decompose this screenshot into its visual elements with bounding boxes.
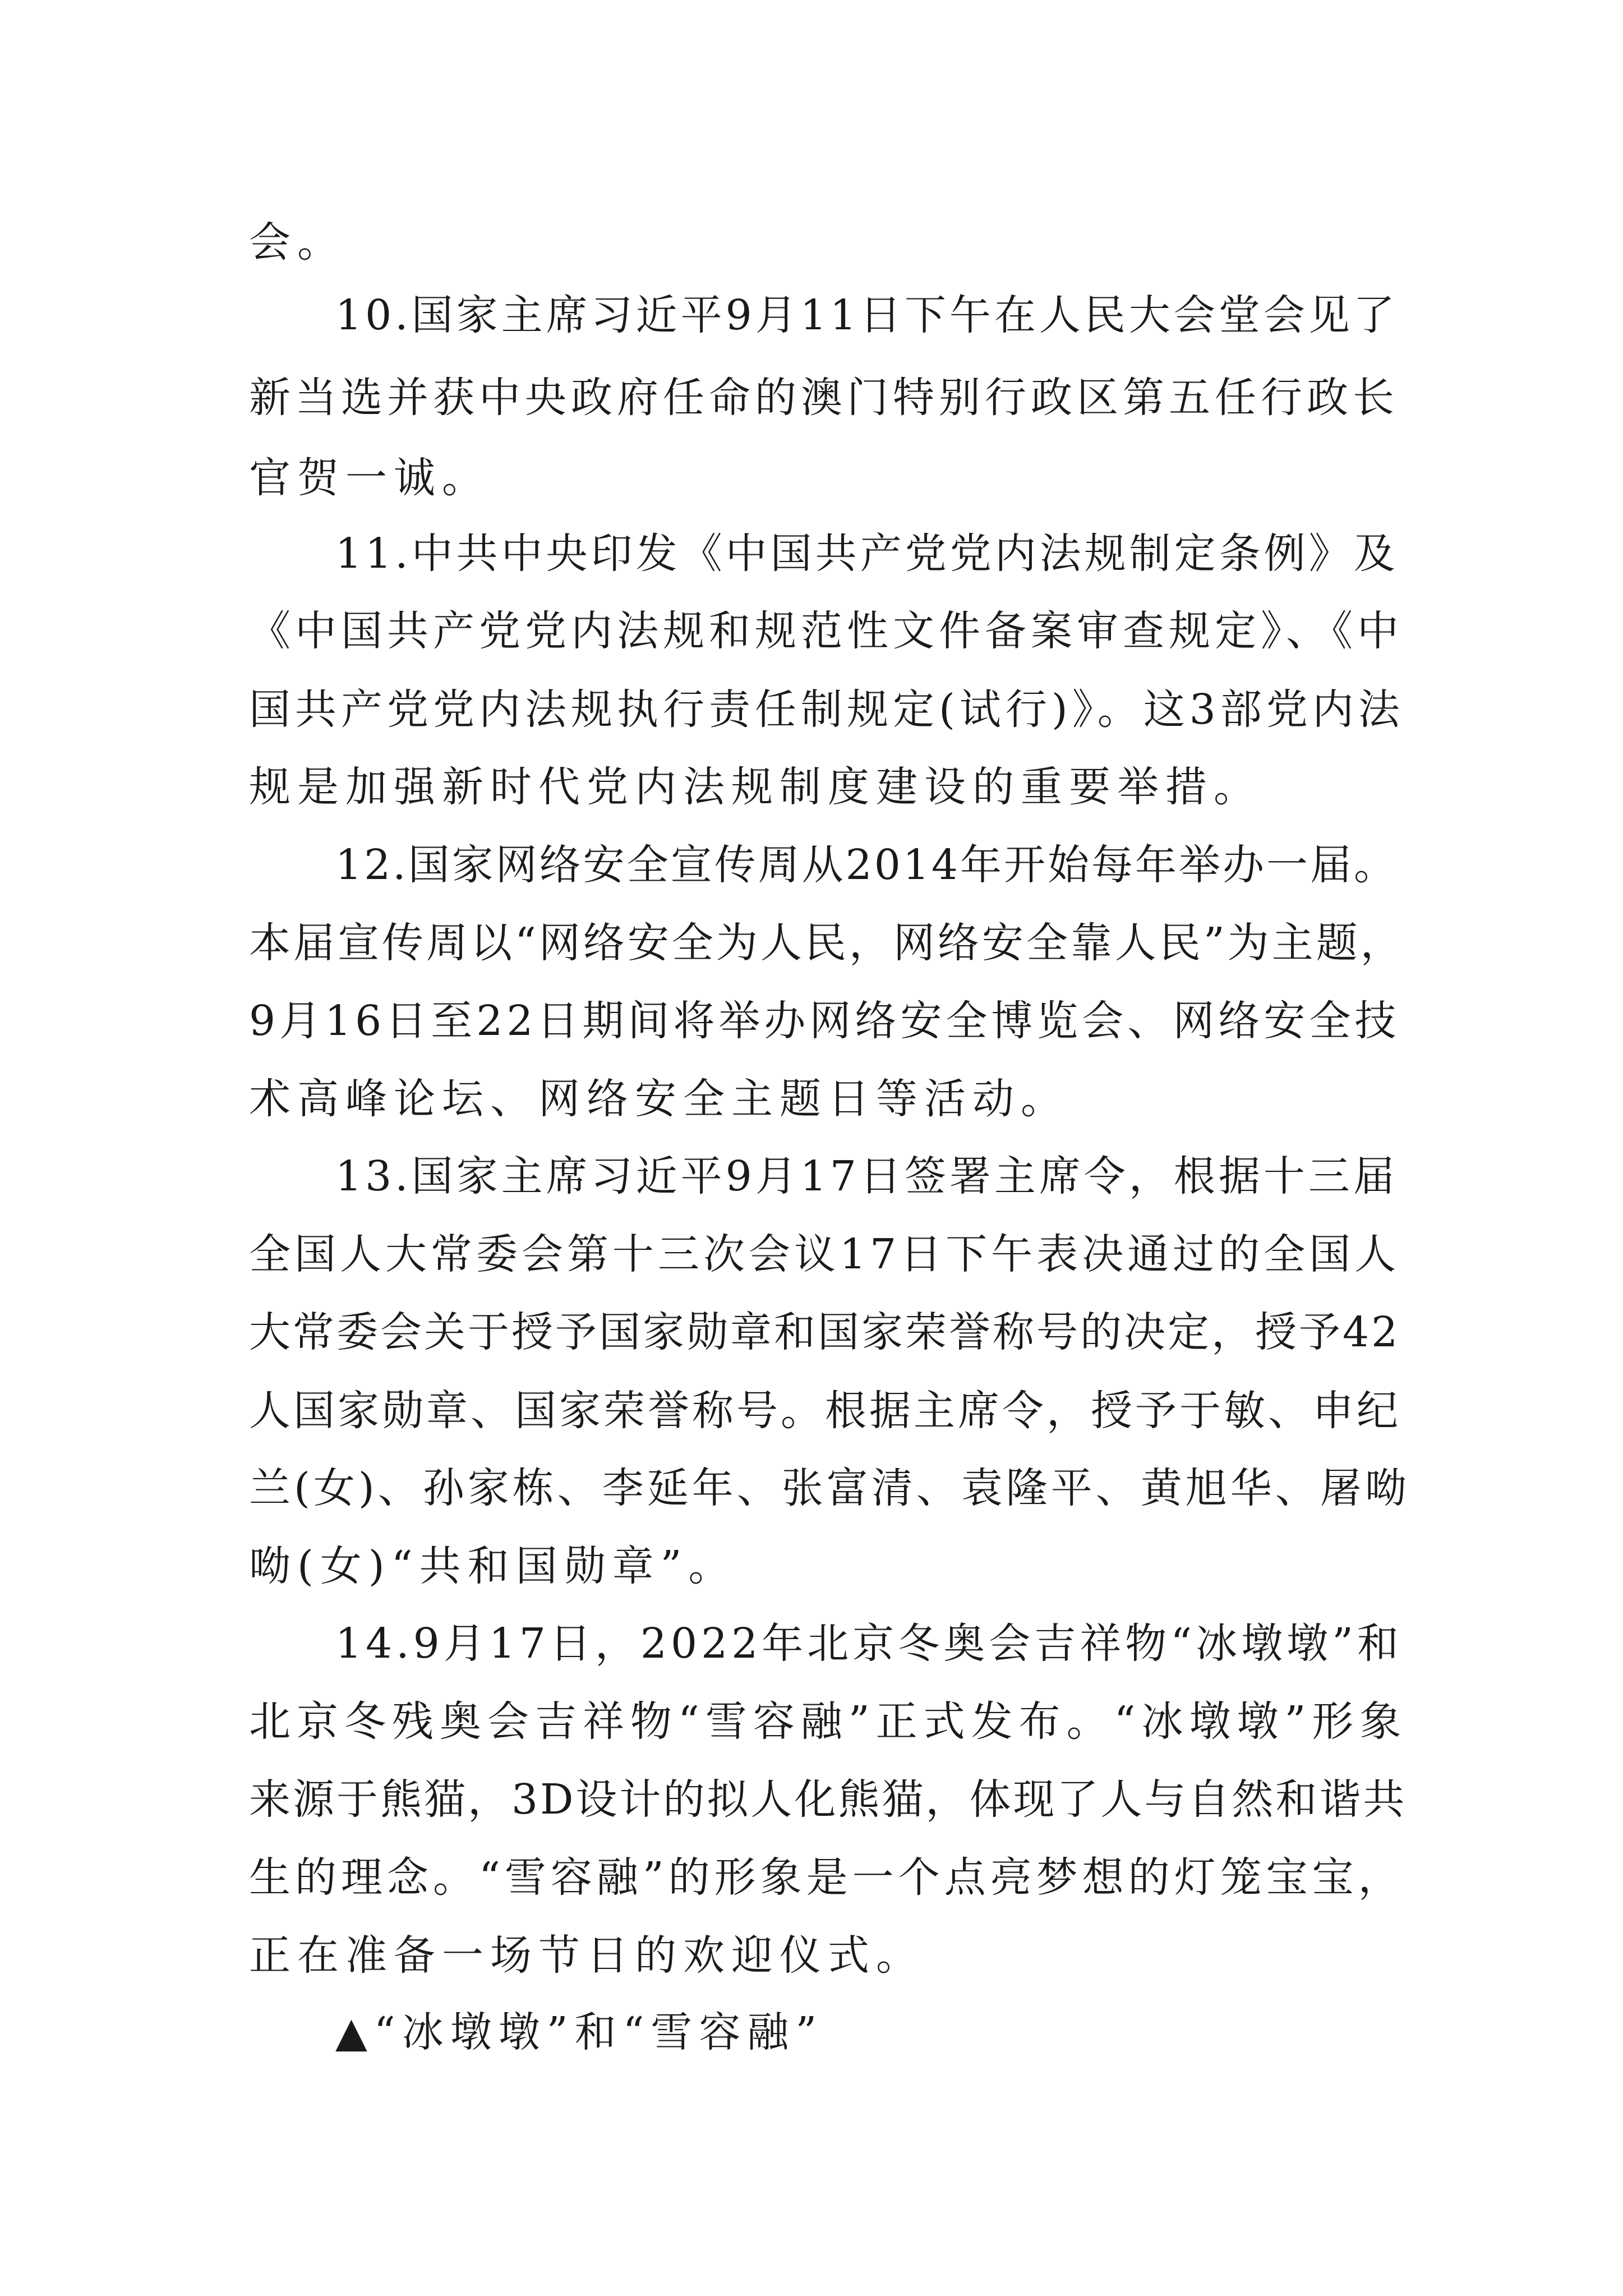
text-line: 人国家勋章、国家荣誉称号。根据主席令，授予于敏、申纪 <box>249 1387 1401 1435</box>
text-line: 13.国家主席习近平9月17日签署主席令，根据十三届 <box>335 1152 1398 1200</box>
text-line: 本届宣传周以“网络安全为人民，网络安全靠人民”为主题， <box>249 919 1405 967</box>
text-line: 大常委会关于授予国家勋章和国家荣誉称号的决定，授予42 <box>249 1308 1400 1356</box>
text-line: 12.国家网络安全宣传周从2014年开始每年举办一届。 <box>335 841 1398 889</box>
caption-line: ▲“冰墩墩”和“雪容融” <box>335 2008 824 2056</box>
text-line: 14.9月17日，2022年北京冬奥会吉祥物“冰墩墩”和 <box>335 1619 1403 1668</box>
text-line: 全国人大常委会第十三次会议17日下午表决通过的全国人 <box>249 1230 1400 1278</box>
text-line: 《中国共产党党内法规和规范性文件备案审查规定》、《中 <box>249 607 1403 655</box>
text-line: 10.国家主席习近平9月11日下午在人民大会堂会见了 <box>335 291 1398 339</box>
text-line: 9月16日至22日期间将举办网络安全博览会、网络安全技 <box>249 997 1400 1045</box>
text-line: 术高峰论坛、网络安全主题日等活动。 <box>249 1075 1069 1123</box>
text-line: 会。 <box>249 218 345 266</box>
text-line: 正在准备一场节日的欢迎仪式。 <box>249 1931 924 1980</box>
text-line: 北京冬残奥会吉祥物“雪容融”正式发布。“冰墩墩”形象 <box>249 1697 1408 1746</box>
text-line: 呦(女)“共和国勋章”。 <box>249 1542 737 1590</box>
text-line: 国共产党党内法规执行责任制规定(试行)》。这3部党内法 <box>249 685 1404 734</box>
text-line: 新当选并获中央政府任命的澳门特别行政区第五任行政长 <box>249 374 1399 422</box>
text-line: 生的理念。“雪容融”的形象是一个点亮梦想的灯笼宝宝， <box>249 1853 1404 1902</box>
text-line: 兰(女)、孙家栋、李延年、张富清、袁隆平、黄旭华、屠呦 <box>249 1464 1410 1512</box>
text-line: 11.中共中央印发《中国共产党党内法规制定条例》及 <box>335 530 1399 578</box>
text-line: 官贺一诚。 <box>249 454 490 502</box>
text-line: 来源于熊猫，3D设计的拟人化熊猫，体现了人与自然和谐共 <box>249 1775 1407 1824</box>
text-line: 规是加强新时代党内法规制度建设的重要举措。 <box>249 763 1262 811</box>
